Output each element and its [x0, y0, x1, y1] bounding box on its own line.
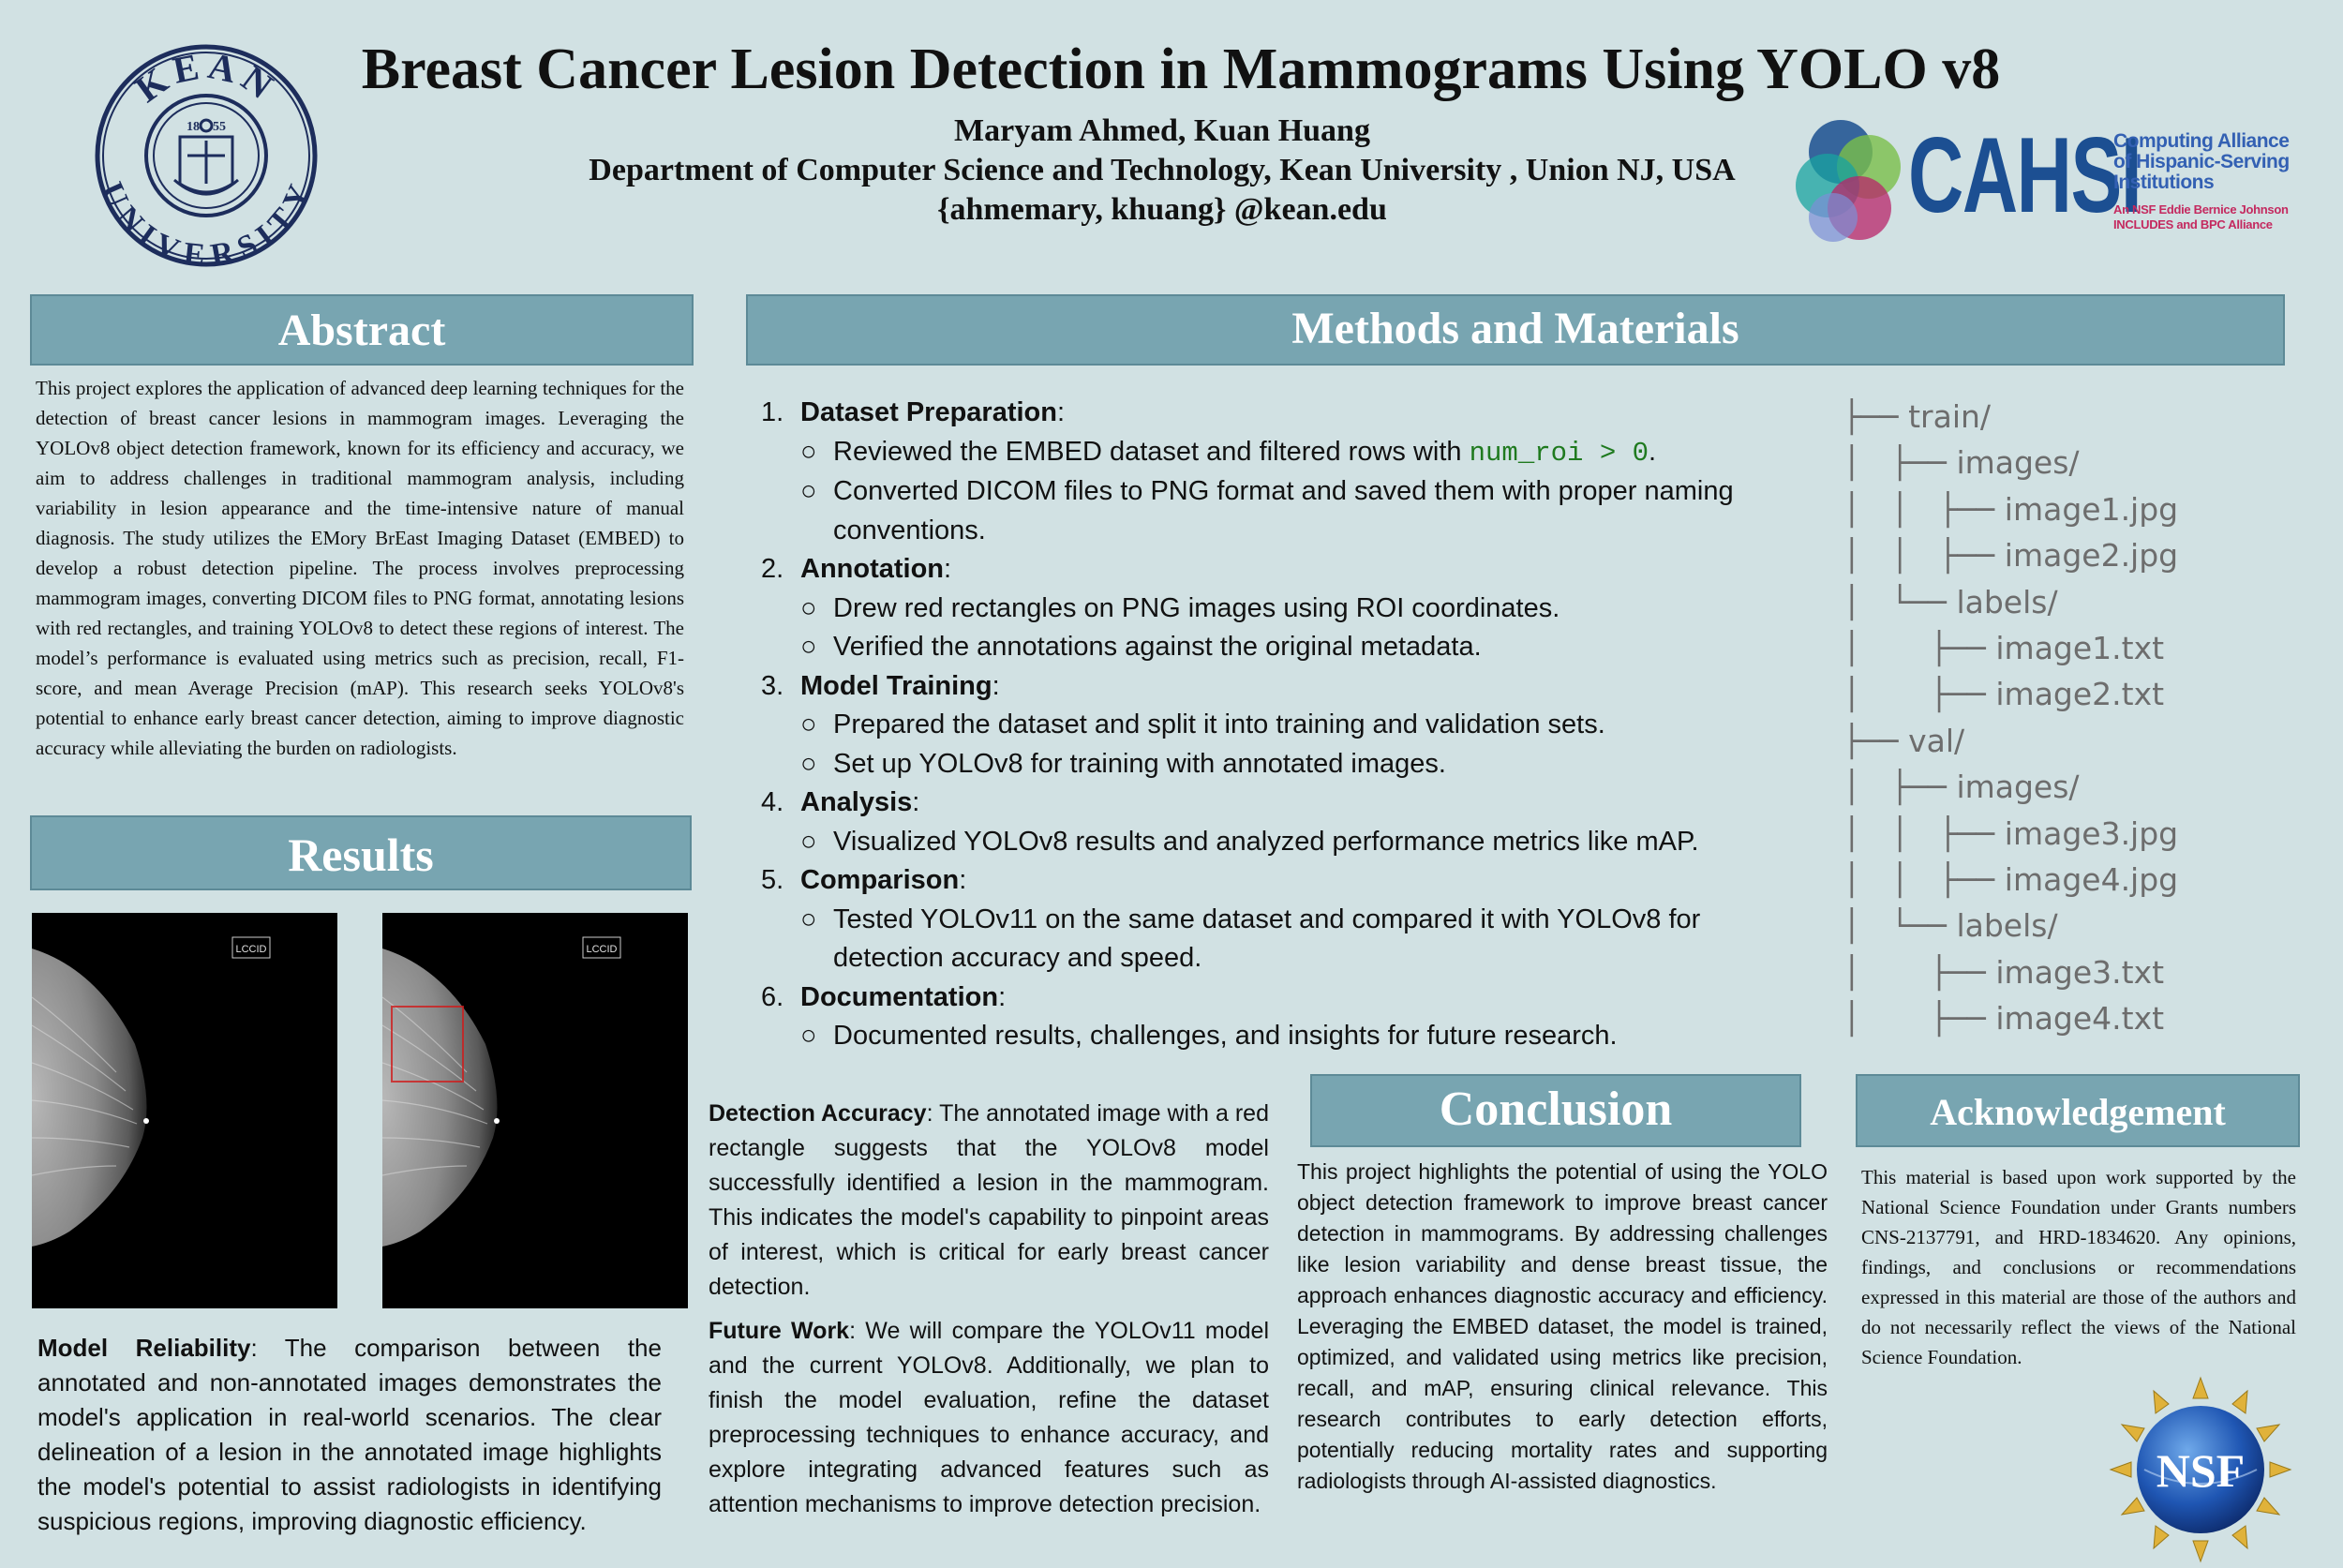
method-substep: ○ Set up YOLOv8 for training with annotated images.: [800, 748, 1446, 779]
kean-seal-emblem: [174, 120, 238, 194]
detection-accuracy-paragraph: Detection Accuracy: The annotated image with a red rectangle suggests that the YOLOv8 model successfully identified a lesion in the mammogram. This indicates the model's capability to pinpoint areas of interest, which is critical for early breast cancer detection.: [709, 1100, 1269, 1300]
file-tree-row: │ ├── image2.txt: [1843, 676, 2165, 713]
file-tree-row: ├── train/: [1843, 398, 1992, 435]
nsf-logo: [2107, 1376, 2294, 1563]
file-tree-row: │ │ ├── image4.jpg: [1843, 860, 2179, 898]
svg-text:KEAN: [127, 44, 286, 111]
results-heading: Results: [30, 815, 692, 890]
future-work-paragraph: Future Work: We will compare the YOLOv11 model and the current YOLOv8. Additionally, we plan to finish the model evaluation, refine the dataset preprocessing techniques to enhance accuracy, and explore integrating advanced features such as attention mechanisms to improve detection precision.: [709, 1318, 1270, 1517]
kean-bottom-text: UNIVERSITY: [94, 177, 319, 268]
file-tree-row: │ │ ├── image3.jpg: [1843, 814, 2179, 852]
acknowledgement-heading: Acknowledgement: [1856, 1074, 2300, 1147]
file-tree-row: │ └── labels/: [1843, 907, 2058, 945]
method-substep: ○ Documented results, challenges, and insights for future research.: [800, 1021, 1618, 1051]
mammogram-annotated-image: [382, 913, 688, 1308]
method-substep: ○ Converted DICOM files to PNG format and saved them with proper naming conventions.: [800, 476, 1734, 545]
file-tree-row: │ ├── image3.txt: [1843, 953, 2165, 991]
method-step: 2. Annotation:: [761, 554, 952, 584]
conclusion-heading: Conclusion: [1310, 1074, 1801, 1147]
file-tree-row: │ ├── images/: [1843, 769, 2080, 806]
mammogram-original-image: [32, 913, 337, 1308]
abstract-text: This project explores the application of advanced deep learning techniques for the detection of breast cancer lesions in mammogram images. Leveraging the YOLOv8 object detection framework, known for its efficiency and accuracy, we aim to address challenges in traditional mammogram analysis, including variability in lesion appearance and the time-intensive nature of manual diagnosis. The study utilizes the EMory BrEast Imaging Dataset (EMBED) to develop a robust detection pipeline. The process involves preprocessing mammogram images, converting DICOM files to PNG format, annotating lesions with red rectangles, and training YOLOv8 to detect these regions of interest. The model’s performance is evaluated using metrics such as precision, recall, F1-score, and mean Average Precision (mAP). This research seeks YOLOv8's potential to enhance early breast cancer detection, aiming to improve diagnostic accuracy while alleviating the burden on radiologists.: [36, 377, 684, 759]
method-substep: ○ Drew red rectangles on PNG images using ROI coordinates.: [800, 592, 1560, 623]
department: Department of Computer Science and Technology, Kean University , Union NJ, USA: [589, 153, 1736, 187]
method-substep: ○ Visualized YOLOv8 results and analyzed performance metrics like mAP.: [800, 826, 1699, 857]
cahsi-logo: [1790, 112, 2290, 253]
poster-title: Breast Cancer Lesion Detection in Mammograms Using YOLO v8: [361, 37, 2001, 101]
authors: Maryam Ahmed, Kuan Huang: [954, 113, 1370, 148]
method-substep: ○ Tested YOLOv11 on the same dataset and compared it with YOLOv8 for detection accuracy and speed.: [800, 903, 1701, 973]
method-step: 5. Comparison:: [761, 865, 967, 895]
cahsi-wordmark: CAHSI: [1908, 116, 2142, 235]
image-label-original: LCCID: [235, 944, 267, 955]
dataset-file-tree: [1843, 394, 2292, 1041]
method-substep: ○ Verified the annotations against the original metadata.: [800, 632, 1482, 662]
method-substep: ○ Prepared the dataset and split it into training and validation sets.: [800, 709, 1605, 739]
methods-heading: Methods and Materials: [746, 294, 2285, 366]
method-step: 1. Dataset Preparation:: [761, 397, 1066, 427]
method-substep: ○ Reviewed the EMBED dataset and filtered rows with num_roi > 0.: [800, 436, 1657, 469]
kean-year-left: 18: [187, 120, 200, 134]
kean-university-logo: [94, 43, 319, 268]
file-tree-row: │ ├── image1.txt: [1843, 629, 2165, 666]
emails: {ahmemary, khuang} @kean.edu: [937, 192, 1387, 227]
method-step: 4. Analysis:: [761, 787, 920, 817]
file-tree-row: │ ├── images/: [1843, 444, 2080, 482]
conclusion-text: This project highlights the potential of using the YOLO object detection framework to improve breast cancer detection in mammograms. By addressing challenges like lesion variability and dense breast tissue, the approach enhances diagnostic accuracy and efficiency. Leveraging the EMBED dataset, the model is trained, optimized, and validated using metrics like precision, recall, and mAP, ensuring clinical relevance. This research contributes to early detection efforts, potentially reducing mortality rates and supporting radiologists through AI-assisted diagnostics.: [1297, 1159, 1828, 1493]
nsf-logo-text: NSF: [2156, 1444, 2246, 1497]
methods-steps-list: [761, 394, 1811, 1056]
method-step: 6. Documentation:: [761, 981, 1007, 1012]
file-tree-row: │ ├── image4.txt: [1843, 1000, 2165, 1038]
kean-top-text: KEAN: [127, 44, 286, 111]
method-step: 3. Model Training:: [761, 670, 1000, 701]
file-tree-row: │ │ ├── image2.jpg: [1843, 537, 2179, 575]
file-tree-row: │ └── labels/: [1843, 583, 2058, 620]
model-reliability-paragraph: Model Reliability: The comparison between the annotated and non-annotated images demonstrates the model's application in real-world scenarios. The clear delineation of a lesion in the annotated image highlights the model's potential to assist radiologists in identifying suspicious regions, improving diagnostic efficiency.: [37, 1334, 662, 1535]
abstract-heading: Abstract: [30, 294, 694, 366]
image-label-annotated: LCCID: [586, 944, 618, 955]
kean-year-right: 55: [213, 120, 226, 134]
cahsi-circles-icon: [1790, 112, 1912, 253]
cahsi-subtagline: An NSF Eddie Bernice Johnson INCLUDES and BPC Alliance: [2113, 202, 2289, 231]
file-tree-row: │ │ ├── image1.jpg: [1843, 490, 2179, 528]
file-tree-row: ├── val/: [1843, 722, 1965, 759]
acknowledgement-text: This material is based upon work supported by the National Science Foundation under Grants numbers CNS-2137791, and HRD-1834620. Any opinions, findings, and conclusions or recommendations expressed in this material are those of the authors and do not necessarily reflect the views of the National Science Foundation.: [1861, 1166, 2296, 1368]
cahsi-tagline: Computing Alliance of Hispanic-Serving Institutions: [2113, 130, 2290, 193]
